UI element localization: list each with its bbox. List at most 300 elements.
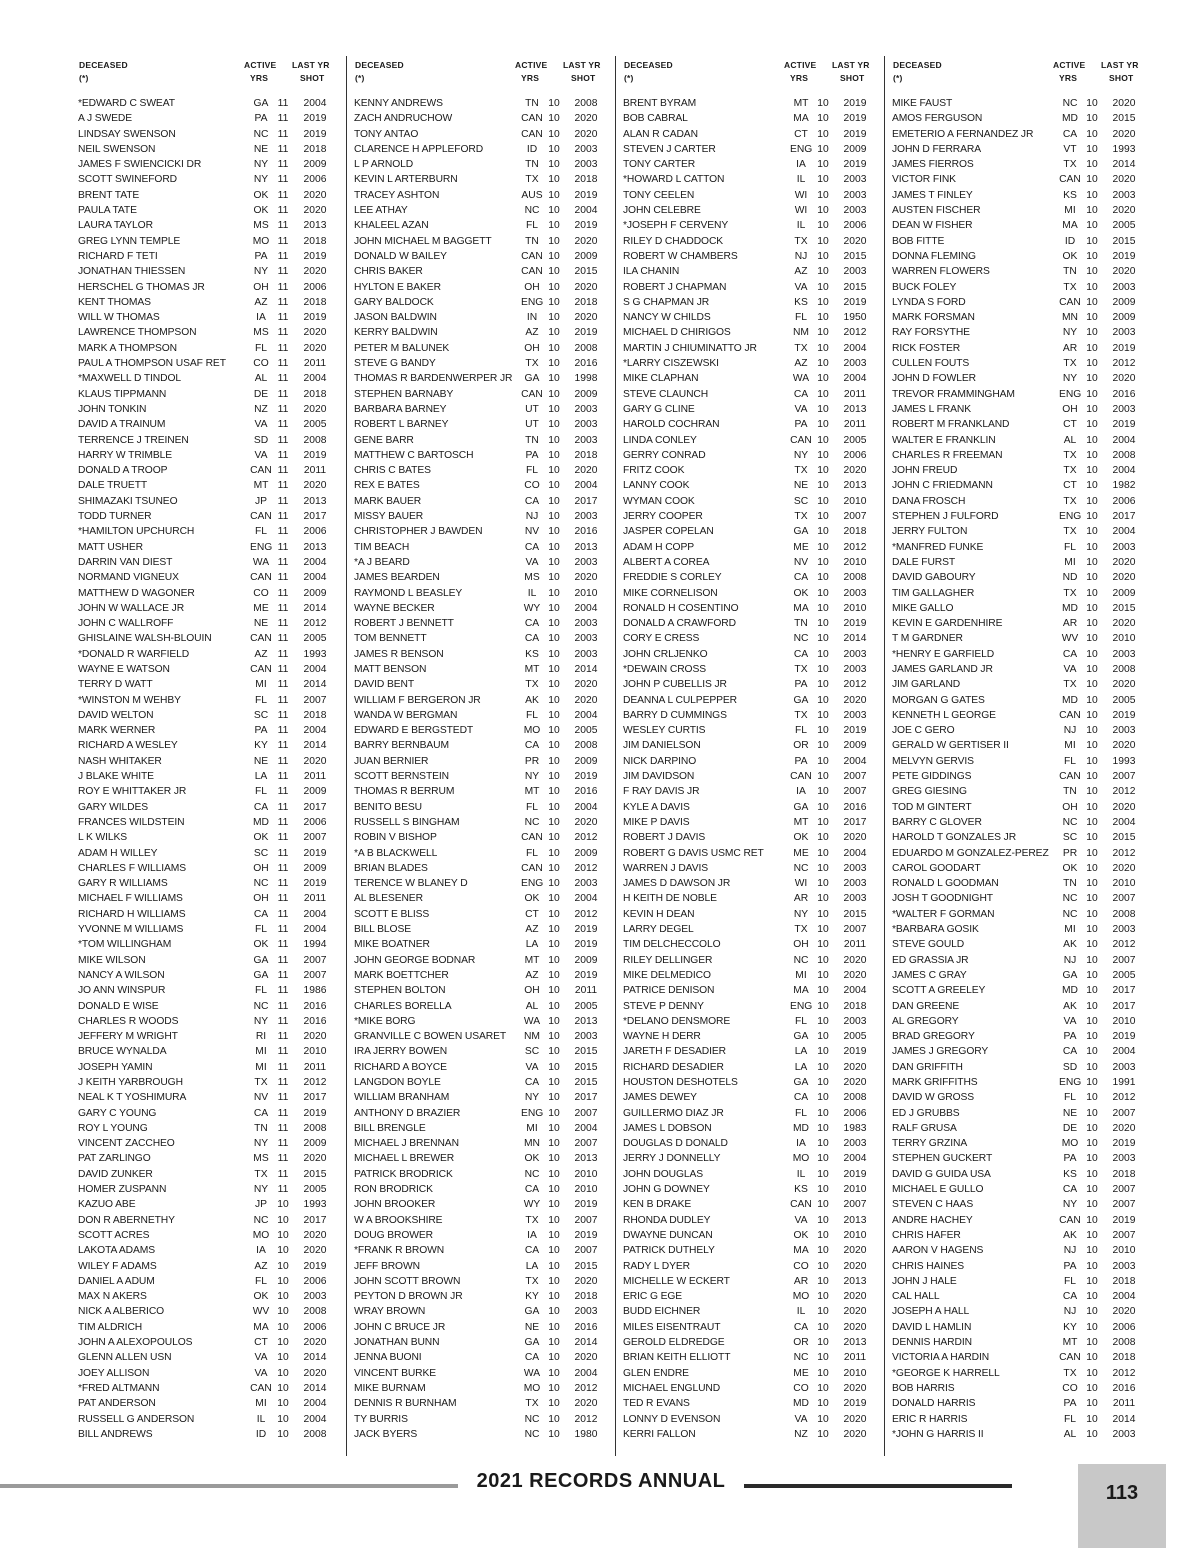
member-state: AL [1063,434,1077,446]
last-year-shot: 2019 [574,924,598,936]
table-row [347,417,612,432]
table-row [885,188,1150,203]
member-state: CA [1062,1184,1078,1196]
active-years: 11 [277,648,289,660]
member-name: JOHN BROOKER [354,1199,436,1211]
last-year-shot: 2011 [303,465,327,477]
last-year-shot: 2003 [1112,281,1136,293]
active-years: 10 [548,388,560,400]
member-state: PA [254,113,268,125]
last-year-shot: 2015 [574,1061,598,1073]
active-years: 11 [277,1061,289,1073]
table-row [76,1274,341,1289]
last-year-shot: 1991 [1112,1077,1136,1088]
active-years: 10 [817,771,829,783]
footer-rule-left [0,1484,458,1488]
active-years: 10 [548,694,560,706]
member-state: NC [793,1352,809,1364]
last-year-shot: 2020 [843,1413,867,1425]
member-name: DONALD A TROOP [78,465,168,477]
member-state: MA [793,985,809,997]
member-state: NC [253,878,269,890]
member-state: NC [524,205,540,217]
member-state: LA [254,771,268,783]
member-state: PA [1063,1031,1077,1043]
active-years: 10 [548,786,560,798]
last-year-shot: 2003 [843,587,867,599]
table-row [347,188,612,203]
table-row [347,586,612,601]
active-years: 10 [817,648,829,660]
last-year-shot: 2011 [843,419,867,431]
last-year-shot: 2020 [303,1153,327,1165]
member-state: OK [253,189,269,201]
member-state: NC [253,1214,269,1226]
member-state: NJ [1063,954,1077,966]
table-row [885,784,1150,799]
last-year-shot: 2020 [574,1352,598,1364]
member-state: TN [794,618,808,630]
last-year-shot: 2017 [1112,985,1136,997]
member-name: TERRY D WATT [78,679,153,691]
active-years: 10 [817,220,829,232]
active-years: 10 [548,1138,560,1150]
table-row [616,310,881,325]
member-name: GUILLERMO DIAZ JR [623,1107,724,1119]
member-name: JOHN GEORGE BODNAR [354,954,476,966]
active-years: 10 [817,816,829,828]
last-year-shot: 2003 [1112,1428,1136,1440]
table-row [347,1060,612,1075]
last-year-shot: 2004 [1112,816,1136,828]
member-name: GREG GIESING [892,786,967,798]
member-state: FL [525,847,539,859]
table-row [616,494,881,509]
active-years: 10 [817,403,829,415]
active-years: 10 [548,266,560,278]
member-name: MATT BENSON [354,663,427,675]
member-state: CA [524,1352,540,1364]
last-year-shot: 2020 [574,1275,598,1287]
active-years: 10 [1086,281,1098,293]
active-years: 11 [277,572,289,584]
member-state: MS [253,220,269,232]
member-name: NICK DARPINO [623,755,697,767]
member-name: STEVE G BANDY [354,358,436,370]
active-years: 10 [548,419,560,431]
member-name: *JOSEPH F CERVENY [623,220,729,232]
table-row [885,387,1150,402]
last-year-shot: 2009 [303,159,327,171]
last-year-shot: 2003 [1112,648,1136,660]
active-years: 11 [277,679,289,691]
last-year-shot: 2020 [574,816,598,828]
member-state: MN [523,1138,540,1150]
member-name: BARRY C GLOVER [892,816,982,828]
table-row [76,677,341,692]
member-state: OK [253,1291,269,1303]
member-name: RICHARD A BOYCE [354,1061,447,1073]
member-state: NY [253,159,269,171]
table-row [347,1151,612,1166]
table-row [347,478,612,493]
last-year-shot: 2003 [843,1015,867,1027]
member-name: *MAXWELL D TINDOL [78,373,182,385]
table-row [616,1197,881,1212]
table-row [885,1381,1150,1396]
table-row [616,1396,881,1411]
member-state: NJ [1063,1306,1077,1318]
last-year-shot: 2003 [1112,189,1136,201]
active-years: 10 [817,556,829,568]
member-name: NANCY W CHILDS [623,312,711,324]
member-name: JERRY COOPER [623,511,703,523]
table-row [347,1182,612,1197]
last-year-shot: 2017 [843,816,867,828]
table-row [347,968,612,983]
active-years: 11 [277,847,289,859]
member-state: ID [526,143,538,155]
member-state: WI [794,205,808,217]
member-state: FL [794,1015,808,1027]
active-years: 11 [277,1077,289,1088]
member-name: TIM GALLAGHER [892,587,975,599]
member-state: KY [525,1291,539,1303]
active-years: 10 [1086,205,1098,217]
member-state: LA [794,1061,808,1073]
last-year-shot: 2019 [1112,709,1136,721]
member-name: RALF GRUSA [892,1122,957,1134]
active-years: 11 [277,801,289,813]
active-years: 10 [548,189,560,201]
active-years: 10 [1086,1031,1098,1043]
member-name: RILEY DELLINGER [623,954,713,966]
member-name: FREDDIE S CORLEY [623,572,722,584]
active-years: 10 [277,1398,289,1410]
member-state: NV [793,556,809,568]
member-state: NE [793,480,809,492]
last-year-shot: 2018 [843,1000,867,1012]
last-year-shot: 2007 [843,786,867,798]
last-year-shot: 2020 [574,694,598,706]
active-years: 10 [817,205,829,217]
member-state: VA [794,1413,808,1425]
member-name: PAULA TATE [78,205,137,217]
table-row [347,1335,612,1350]
table-row [885,555,1150,570]
table-row [616,784,881,799]
member-state: GA [253,954,269,966]
member-state: CAN [1059,1352,1081,1364]
last-year-shot: 2011 [574,985,598,997]
member-name: CHARLES R WOODS [78,1015,179,1027]
member-name: TONY CARTER [623,159,696,171]
last-year-shot: 2010 [843,495,867,507]
last-year-shot: 2003 [1112,327,1136,339]
member-name: LAURA TAYLOR [78,220,153,232]
last-year-shot: 1993 [1112,755,1136,767]
last-year-shot: 2016 [574,526,598,538]
active-years: 10 [1086,449,1098,461]
member-name: ED GRASSIA JR [892,954,969,966]
member-state: PA [1063,1260,1077,1272]
active-years: 10 [817,1061,829,1073]
last-year-shot: 2019 [574,189,598,201]
table-row [885,127,1150,142]
member-state: CT [525,908,539,920]
table-row [76,295,341,310]
table-row [347,264,612,279]
active-years: 10 [817,801,829,813]
table-row [885,448,1150,463]
last-year-shot: 2006 [843,449,867,461]
active-years: 11 [277,511,289,523]
table-row [76,1289,341,1304]
active-years: 10 [1086,480,1098,492]
member-state: CAN [790,434,812,446]
last-year-shot: 2019 [303,1107,327,1119]
member-name: JIM DAVIDSON [623,771,695,783]
active-years: 10 [548,954,560,966]
member-state: CA [524,1077,540,1088]
last-year-shot: 2014 [303,679,327,691]
table-row [347,325,612,340]
member-name: WARREN FLOWERS [892,266,990,278]
member-name: BRIAN BLADES [354,862,428,874]
member-state: UT [525,419,539,431]
table-row [885,1213,1150,1228]
active-years: 10 [1086,174,1098,186]
table-row [76,96,341,111]
table-row [616,540,881,555]
member-state: FL [794,312,808,324]
table-row [885,356,1150,371]
active-years: 10 [1086,663,1098,675]
active-years: 10 [1086,541,1098,553]
last-year-shot: 2020 [574,572,598,584]
member-state: CA [1062,648,1078,660]
table-row [76,830,341,845]
last-year-shot: 2009 [574,954,598,966]
member-state: SD [253,434,269,446]
member-state: MT [793,98,809,109]
table-row [347,310,612,325]
table-row [885,1259,1150,1274]
member-name: LINDA CONLEY [623,434,697,446]
member-name: *WINSTON M WEHBY [78,694,181,706]
active-years: 10 [817,969,829,981]
member-name: KENNETH L GEORGE [892,709,996,721]
member-name: JIM DANIELSON [623,740,701,752]
member-name: *GEORGE K HARRELL [892,1367,1000,1379]
member-name: *MIKE BORG [354,1015,416,1027]
table-row [76,662,341,677]
last-year-shot: 2009 [843,143,867,155]
member-state: MO [252,1229,270,1241]
active-years: 10 [548,862,560,874]
active-years: 10 [548,924,560,936]
member-name: JOHN J HALE [892,1275,957,1287]
active-years: 10 [817,113,829,125]
table-row [885,509,1150,524]
member-state: MO [792,1291,810,1303]
member-name: LINDSAY SWENSON [78,128,176,140]
active-years: 11 [277,250,289,262]
table-row [76,586,341,601]
active-years: 10 [1086,1092,1098,1104]
last-year-shot: 2020 [843,832,867,844]
last-year-shot: 2020 [1112,174,1136,186]
table-row [76,325,341,340]
last-year-shot: 2017 [574,495,598,507]
active-years: 10 [548,1367,560,1379]
last-year-shot: 2004 [303,98,327,109]
last-year-shot: 2014 [1112,159,1136,171]
active-years: 10 [548,1428,560,1440]
active-years: 11 [277,832,289,844]
active-years: 10 [277,1199,289,1211]
column-3 [615,56,881,1456]
member-state: AR [1062,618,1078,630]
member-name: ROBIN V BISHOP [354,832,437,844]
table-row [76,417,341,432]
last-year-shot: 2013 [574,541,598,553]
active-years: 10 [817,327,829,339]
table-row [76,1228,341,1243]
member-state: FL [525,709,539,721]
last-year-shot: 2014 [303,740,327,752]
last-year-shot: 2020 [843,1245,867,1257]
member-name: MIKE BURNAM [354,1382,426,1394]
table-row [347,249,612,264]
member-name: GARY R WILLIAMS [78,878,168,890]
active-years: 10 [817,1260,829,1272]
last-year-shot: 2003 [843,893,867,905]
table-row [347,631,612,646]
member-name: JAMES DEWEY [623,1092,697,1104]
active-years: 10 [817,1229,829,1241]
member-name: BRIAN KEITH ELLIOTT [623,1352,731,1364]
active-years: 10 [548,1184,560,1196]
table-row [616,830,881,845]
table-row [76,937,341,952]
member-name: WILLIAM BRANHAM [354,1092,450,1104]
member-name: ED J GRUBBS [892,1107,960,1119]
table-row [347,1029,612,1044]
header-shot: SHOT [300,73,325,83]
member-name: JOHN C BRUCE JR [354,1321,446,1333]
table-row [347,784,612,799]
last-year-shot: 2020 [303,1367,327,1379]
member-name: HAROLD T GONZALES JR [892,832,1017,844]
active-years: 10 [548,878,560,890]
member-state: MA [253,1321,269,1333]
member-name: BOB HARRIS [892,1382,955,1394]
active-years: 10 [1086,373,1098,385]
table-row [347,937,612,952]
last-year-shot: 2010 [1112,1245,1136,1257]
last-year-shot: 2020 [843,1291,867,1303]
member-state: OK [793,832,809,844]
member-state: LA [794,1046,808,1058]
table-row [76,738,341,753]
active-years: 10 [817,312,829,324]
table-row [616,463,881,478]
last-year-shot: 2012 [843,541,867,553]
member-name: STEVE P DENNY [623,1000,704,1012]
member-name: WESLEY CURTIS [623,725,706,737]
last-year-shot: 2020 [303,755,327,767]
table-row [76,631,341,646]
member-name: RICK FOSTER [892,342,961,354]
active-years: 10 [1086,403,1098,415]
member-state: VA [254,419,268,431]
table-row [616,371,881,386]
last-year-shot: 2014 [303,1352,327,1364]
member-state: FL [254,342,268,354]
last-year-shot: 2012 [1112,939,1136,951]
active-years: 11 [277,985,289,997]
active-years: 10 [548,816,560,828]
last-year-shot: 2014 [1112,1413,1136,1425]
active-years: 10 [1086,1229,1098,1241]
active-years: 10 [1086,1413,1098,1425]
last-year-shot: 1993 [1112,143,1136,155]
active-years: 11 [277,128,289,140]
active-years: 10 [817,893,829,905]
member-name: DENNIS HARDIN [892,1337,972,1349]
member-name: *TOM WILLINGHAM [78,939,172,951]
last-year-shot: 2004 [1112,526,1136,538]
column-header [347,56,612,96]
table-row [76,1412,341,1427]
member-state: IL [796,174,806,186]
member-state: TX [794,465,808,477]
member-state: MO [252,235,270,247]
last-year-shot: 2003 [574,403,598,415]
active-years: 10 [817,709,829,721]
active-years: 10 [277,1229,289,1241]
member-name: ROY E WHITTAKER JR [78,786,187,798]
table-row [885,540,1150,555]
last-year-shot: 2016 [303,1000,327,1012]
active-years: 10 [1086,939,1098,951]
member-name: SHIMAZAKI TSUNEO [78,495,178,507]
member-state: ID [255,1428,267,1440]
active-years: 10 [817,189,829,201]
member-name: JOHN W WALLACE JR [78,602,185,614]
member-name: L K WILKS [78,832,128,844]
member-name: KAZUO ABE [78,1199,136,1211]
active-years: 11 [277,1153,289,1165]
active-years: 10 [548,312,560,324]
member-name: RICHARD H WILLIAMS [78,908,186,920]
member-name: GREG LYNN TEMPLE [78,235,181,247]
last-year-shot: 2019 [303,250,327,262]
active-years: 10 [1086,465,1098,477]
last-year-shot: 2020 [303,403,327,415]
table-row [347,815,612,830]
member-state: TX [525,1214,539,1226]
last-year-shot: 2012 [574,908,598,920]
last-year-shot: 2003 [574,143,598,155]
table-row [885,662,1150,677]
last-year-shot: 2016 [303,1015,327,1027]
member-state: FL [254,924,268,936]
last-year-shot: 2019 [1112,1138,1136,1150]
column-1 [76,56,341,1456]
table-row [347,662,612,677]
